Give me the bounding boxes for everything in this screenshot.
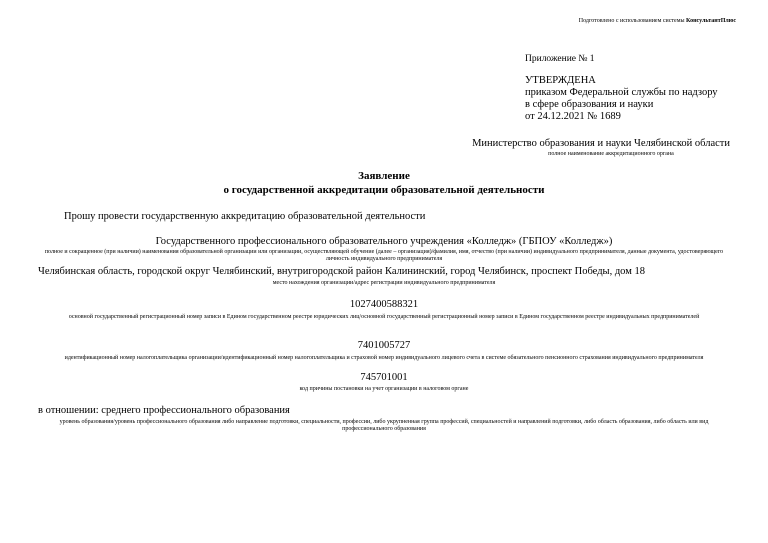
organization-name: Государственного профессионального образовательного учреждения «Колледж» (ГБПОУ «Колледж»): [155, 236, 613, 247]
note-prefix: Подготовлено с использованием системы: [578, 18, 687, 24]
inn-caption: идентификационный номер налогоплательщика организации/идентификационный номер налогоплательщика и страховой номер индивидуального лицевого счета в системе обязательного пенсионного страхования индивидуального предпринимателя: [64, 355, 704, 361]
ogrn-value: 1027400588321: [349, 299, 419, 310]
authority-caption: полное наименование аккредитационного органа: [548, 151, 674, 157]
kpp-caption: код причины постановки на учет организации в налоговом органе: [299, 386, 469, 392]
consultant-plus-brand: КонсультантПлюс: [686, 18, 736, 24]
kpp-value: 745701001: [360, 372, 408, 383]
address-value: Челябинская область, городской округ Челябинский, внутригородской район Калининский, город Челябинск, проспект Победы, дом 18: [38, 266, 646, 277]
title-line-1: Заявление: [358, 170, 410, 182]
appendix-label: Приложение № 1: [525, 54, 595, 64]
ogrn-caption: основной государственный регистрационный номер записи в Едином государственном реестре юридических лиц/основной государственный регистрационный номер записи в Едином государственном реестре индивидуальных предпринимателей: [68, 314, 700, 320]
document-title: [0, 169, 768, 197]
consultant-plus-note: [579, 18, 736, 24]
education-level-caption: уровень образования/уровень профессионального образования либо направление подготовки, специальности, профессии, либо укрупненная группа профессий, специальностей и направлений подготовки, либо область образования, либо область или вид профессионального образования: [59, 419, 709, 432]
address-caption: место нахождения организации/адрес регистрации индивидуального предпринимателя: [272, 280, 496, 286]
inn-value: 7401005727: [357, 340, 411, 351]
education-level-value: в отношении: среднего профессионального образования: [38, 405, 290, 416]
approval-line-3: в сфере образования и науки: [525, 99, 654, 110]
organization-caption: полное и сокращенное (при наличии) наименования образовательной организации или организации, осуществляющей обучение (далее – организация)/фамилия, имя, отчество (при наличии) индивидуального предпринимателя, данные документа, удостоверяющего личность индивидуального предпринимателя: [44, 249, 724, 262]
approval-line-4: от 24.12.2021 № 1689: [525, 111, 621, 122]
approval-block: [525, 75, 718, 123]
request-text: Прошу провести государственную аккредитацию образовательной деятельности: [64, 211, 426, 222]
approval-line-2: приказом Федеральной службы по надзору: [525, 87, 718, 98]
approval-line-1: УТВЕРЖДЕНА: [525, 75, 596, 86]
authority-name: Министерство образования и науки Челябинской области: [472, 138, 730, 149]
title-line-2: о государственной аккредитации образовательной деятельности: [223, 184, 545, 196]
